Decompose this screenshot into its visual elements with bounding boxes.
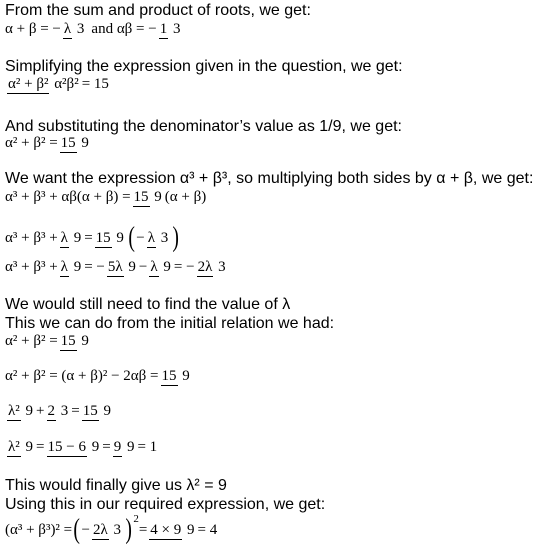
denominator: 3 — [172, 21, 181, 37]
text-line-1: From the sum and product of roots, we get: — [5, 2, 311, 19]
text-line-7: This would finally give us λ² = 9 — [5, 477, 227, 494]
numerator: α² + β² — [8, 76, 49, 92]
eq4-right: (α + β) — [164, 189, 207, 205]
eq7-frac — [60, 334, 90, 349]
numerator: 15 — [95, 229, 111, 246]
denominator: 9 — [103, 403, 111, 419]
eq6-left: α³ + β³ + — [5, 259, 58, 275]
minus: − — [138, 259, 148, 275]
eq5-left: α³ + β³ + — [5, 229, 58, 246]
eq10-right: = 1 — [137, 439, 158, 455]
numerator: 2λ — [92, 521, 108, 538]
numerator: λ² — [8, 439, 20, 455]
eq7-left: α² + β² = — [5, 333, 58, 349]
denominator: 9 — [25, 439, 34, 455]
denominator: 9 — [128, 259, 136, 275]
eq6-frac-2 — [107, 260, 137, 275]
eq2-right: = 15 — [81, 76, 109, 92]
eq6-frac-4 — [197, 260, 227, 275]
numerator: 9 — [113, 439, 122, 455]
eq5-frac-2 — [95, 231, 125, 246]
numerator: 4 × 9 — [150, 521, 182, 538]
text-line-5: We would still need to find the value of λ — [5, 296, 291, 313]
eq1-frac-1-3 — [159, 22, 182, 37]
equation-identity — [5, 369, 193, 384]
eq8-left: α² + β² = (α + β)² − 2αβ = — [5, 368, 159, 384]
eq5-frac-3 — [147, 231, 170, 246]
numerator: 15 — [82, 403, 98, 419]
denominator: 9 — [91, 439, 100, 455]
numerator: 1 — [159, 21, 168, 37]
equals: = — [102, 439, 111, 455]
numerator: 15 — [161, 368, 177, 384]
plus: + — [36, 403, 45, 419]
numerator: λ — [147, 229, 155, 246]
eq3-left: α² + β² = — [5, 135, 58, 151]
denominator: 3 — [113, 521, 121, 538]
right-paren: ) — [172, 222, 180, 253]
denominator: 9 — [187, 521, 195, 538]
numerator: 15 — [133, 189, 149, 205]
text-line-3: And substituting the denominator’s value as 1/9, we get: — [5, 118, 402, 135]
denominator: 9 — [73, 229, 82, 246]
numerator: λ — [60, 229, 68, 246]
numerator: λ — [150, 259, 158, 275]
numerator: λ² — [8, 403, 20, 419]
denominator: 9 — [81, 333, 89, 349]
equals-minus: = − — [84, 259, 105, 275]
minus: − — [136, 229, 145, 246]
numerator: 15 − 6 — [47, 439, 86, 455]
text-line-2: Simplifying the expression given in the question, we get: — [5, 58, 403, 75]
text-line-8: Using this in our required expression, we get: — [5, 496, 326, 513]
eq11-left: (α³ + β³)² = — [5, 521, 73, 538]
equation-ratio — [5, 77, 109, 92]
numerator: 5λ — [107, 259, 123, 275]
eq2-frac — [7, 77, 80, 92]
denominator: 9 — [126, 439, 135, 455]
eq8-frac — [161, 369, 191, 384]
text-line-4: We want the expression α³ + β³, so multiplying both sides by α + β, we get: — [5, 170, 534, 187]
denominator: 9 — [73, 259, 82, 275]
equation-sum-product — [5, 22, 183, 37]
equals: = — [36, 439, 45, 455]
equation-lambda-2 — [5, 440, 157, 455]
equation-sum-squares-2 — [5, 334, 92, 349]
denominator: 9 — [163, 259, 171, 275]
eq11-right: = 4 — [197, 521, 218, 538]
equation-lambda-1 — [5, 404, 114, 419]
left-paren: ( — [73, 514, 81, 545]
equals: = — [138, 521, 148, 538]
eq6-frac-3 — [149, 260, 172, 275]
denominator: 3 — [60, 403, 69, 419]
equation-cubes-3 — [5, 260, 229, 275]
equation-sum-squares — [5, 136, 92, 151]
eq4-left: α³ + β³ + αβ(α + β) = — [5, 189, 131, 205]
minus: − — [81, 521, 90, 538]
right-paren: ) — [125, 514, 132, 545]
numerator: 2 — [47, 403, 55, 419]
eq10-frac-3 — [113, 440, 136, 455]
eq9-frac-1 — [7, 404, 34, 419]
denominator: 3 — [160, 229, 169, 246]
eq5-frac-1 — [60, 231, 83, 246]
numerator: 2λ — [197, 259, 213, 275]
numerator: λ — [63, 21, 72, 37]
eq10-frac-1 — [7, 440, 34, 455]
eq1-frac-lambda-3 — [63, 22, 86, 37]
equals-minus: = − — [173, 259, 195, 275]
eq1-product-left: and αβ = − — [91, 21, 157, 37]
denominator: 9 — [154, 189, 162, 205]
numerator: 15 — [60, 333, 76, 349]
equals: = — [84, 229, 93, 246]
numerator: 15 — [60, 135, 76, 151]
denominator: 3 — [218, 259, 226, 275]
equation-cubes-1 — [5, 190, 206, 205]
text-line-6: This we can do from the initial relation we had: — [5, 315, 335, 332]
eq11-frac-1 — [92, 523, 122, 538]
eq11-frac-2 — [149, 523, 195, 538]
eq1-sum-left: α + β = − — [5, 21, 61, 37]
denominator: α²β² — [54, 76, 79, 92]
eq3-frac — [60, 136, 90, 151]
denominator: 9 — [116, 229, 124, 246]
denominator: 9 — [81, 135, 89, 151]
eq9-frac-2 — [47, 404, 70, 419]
equals: = — [71, 403, 80, 419]
left-paren: ( — [128, 222, 135, 253]
equation-cubes-2 — [5, 224, 181, 252]
eq6-frac-1 — [60, 260, 83, 275]
numerator: λ — [60, 259, 68, 275]
eq9-frac-3 — [82, 404, 112, 419]
denominator: 3 — [76, 21, 85, 37]
eq4-frac — [133, 190, 163, 205]
denominator: 9 — [182, 368, 190, 384]
eq10-frac-2 — [47, 440, 101, 455]
equation-final — [5, 513, 218, 545]
exponent: 2 — [133, 513, 139, 525]
denominator: 9 — [25, 403, 34, 419]
